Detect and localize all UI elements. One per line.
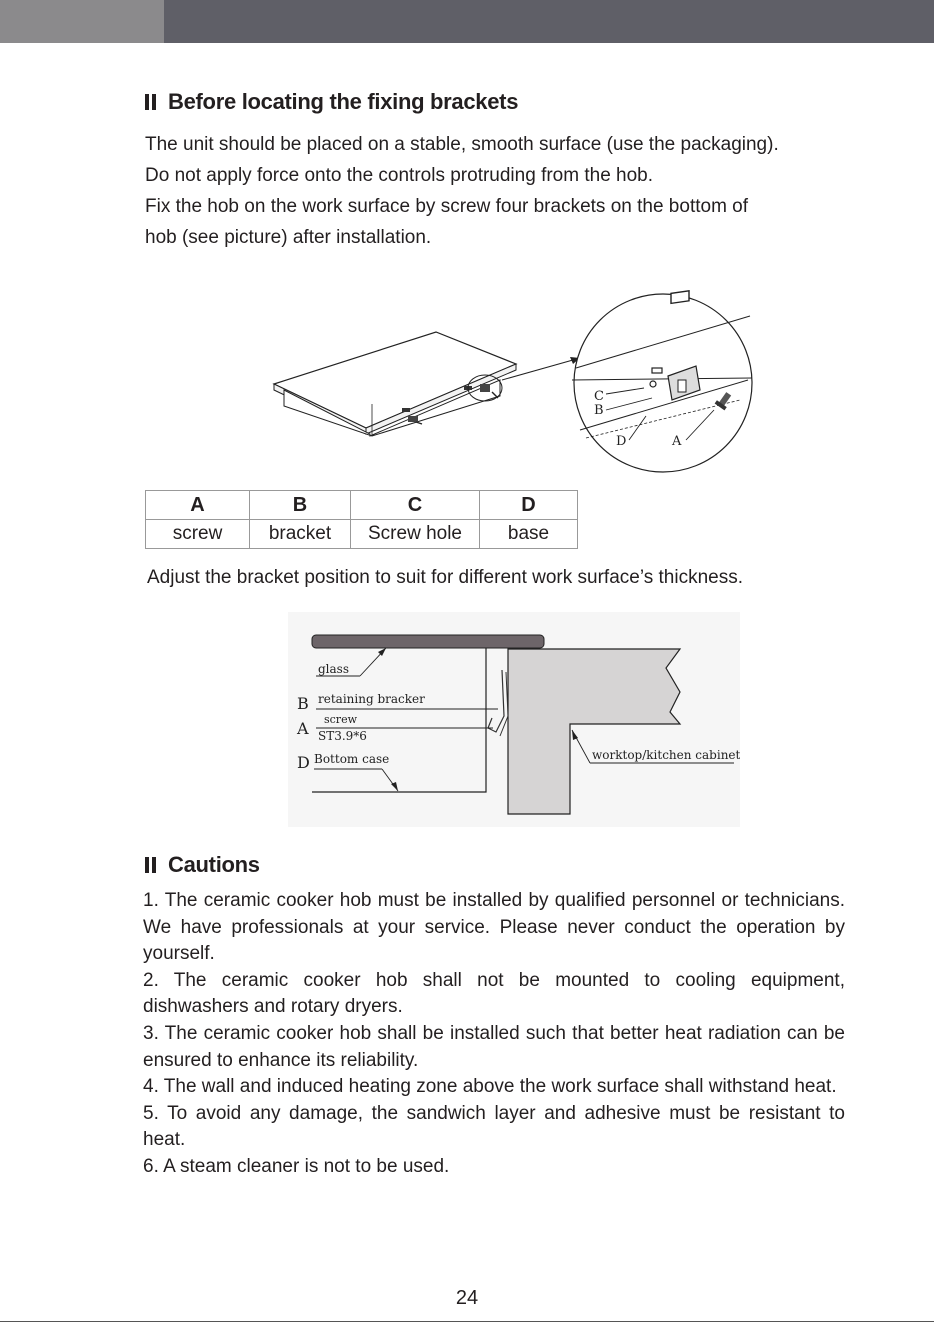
letter-b-label: B xyxy=(297,694,309,713)
caution-item: 3. The ceramic cooker hob shall be installed such that better heat radiation can be ensured to enhance its reliability. xyxy=(143,1022,845,1071)
section-heading-brackets xyxy=(145,89,518,115)
caution-item: 4. The wall and induced heating zone above the work surface shall withstand heat. xyxy=(143,1076,837,1098)
bracket-small xyxy=(408,416,418,422)
hob-bracket-diagram xyxy=(268,288,768,478)
intro-line: The unit should be placed on a stable, smooth surface (use the packaging). xyxy=(145,134,779,155)
letter-a-label: A xyxy=(297,719,309,738)
caution-item: 5. To avoid any damage, the sandwich layer and adhesive must be resistant to heat. xyxy=(143,1102,845,1151)
glass-label: glass xyxy=(318,662,349,676)
table-header-cell: B xyxy=(250,491,351,520)
table-cell: bracket xyxy=(250,520,351,549)
installation-cross-section-diagram xyxy=(288,612,740,827)
section-title: Before locating the fixing brackets xyxy=(168,89,519,114)
parts-table xyxy=(145,490,578,549)
label-b: B xyxy=(594,403,604,418)
retaining-label: retaining bracker xyxy=(318,692,425,706)
bottom-case-label: Bottom case xyxy=(314,752,390,766)
bracket-small xyxy=(402,408,410,412)
screw-label: screw xyxy=(324,713,357,726)
label-c: C xyxy=(594,389,604,404)
caution-item: 1. The ceramic cooker hob must be installed by qualified personnel or technicians. We have professionals at your service. Please never conduct the operation by yourself. xyxy=(143,890,845,965)
table-header-cell: D xyxy=(480,491,578,520)
table-cell: base xyxy=(480,520,578,549)
section-marker-icon xyxy=(145,94,156,110)
letter-d-label: D xyxy=(297,753,310,772)
section-title: Cautions xyxy=(168,852,260,877)
page-number: 24 xyxy=(455,1287,479,1309)
label-a: A xyxy=(672,434,682,449)
adjust-instruction: Adjust the bracket position to suit for different work surface’s thickness. xyxy=(147,567,743,588)
table-row xyxy=(146,520,578,549)
magnified-detail-circle xyxy=(574,294,752,472)
header-bar-left xyxy=(0,0,164,43)
label-d: D xyxy=(616,434,627,449)
caution-item: 6. A steam cleaner is not to be used. xyxy=(143,1155,450,1177)
header-bar-right xyxy=(164,0,934,43)
table-header-cell: A xyxy=(146,491,250,520)
caution-item: 2. The ceramic cooker hob shall not be mounted to cooling equipment, dishwashers and rotary dryers. xyxy=(143,969,845,1018)
table-header-cell: C xyxy=(351,491,480,520)
bracket-small xyxy=(480,384,490,392)
intro-paragraph xyxy=(145,129,848,253)
section-heading-cautions xyxy=(145,852,260,878)
intro-line: hob (see picture) after installation. xyxy=(145,227,432,248)
intro-line: Do not apply force onto the controls protruding from the hob. xyxy=(145,165,654,186)
intro-line: Fix the hob on the work surface by screw four brackets on the bottom of xyxy=(145,196,749,217)
worktop-label: worktop/kitchen cabinet xyxy=(592,748,740,762)
glass-panel xyxy=(312,635,544,648)
section-marker-icon xyxy=(145,857,156,873)
table-header-row xyxy=(146,491,578,520)
bottom-rule xyxy=(0,1321,934,1322)
table-cell: Screw hole xyxy=(351,520,480,549)
table-cell: screw xyxy=(146,520,250,549)
cautions-list xyxy=(143,888,845,1181)
screw-spec-label: ST3.9*6 xyxy=(318,729,367,743)
